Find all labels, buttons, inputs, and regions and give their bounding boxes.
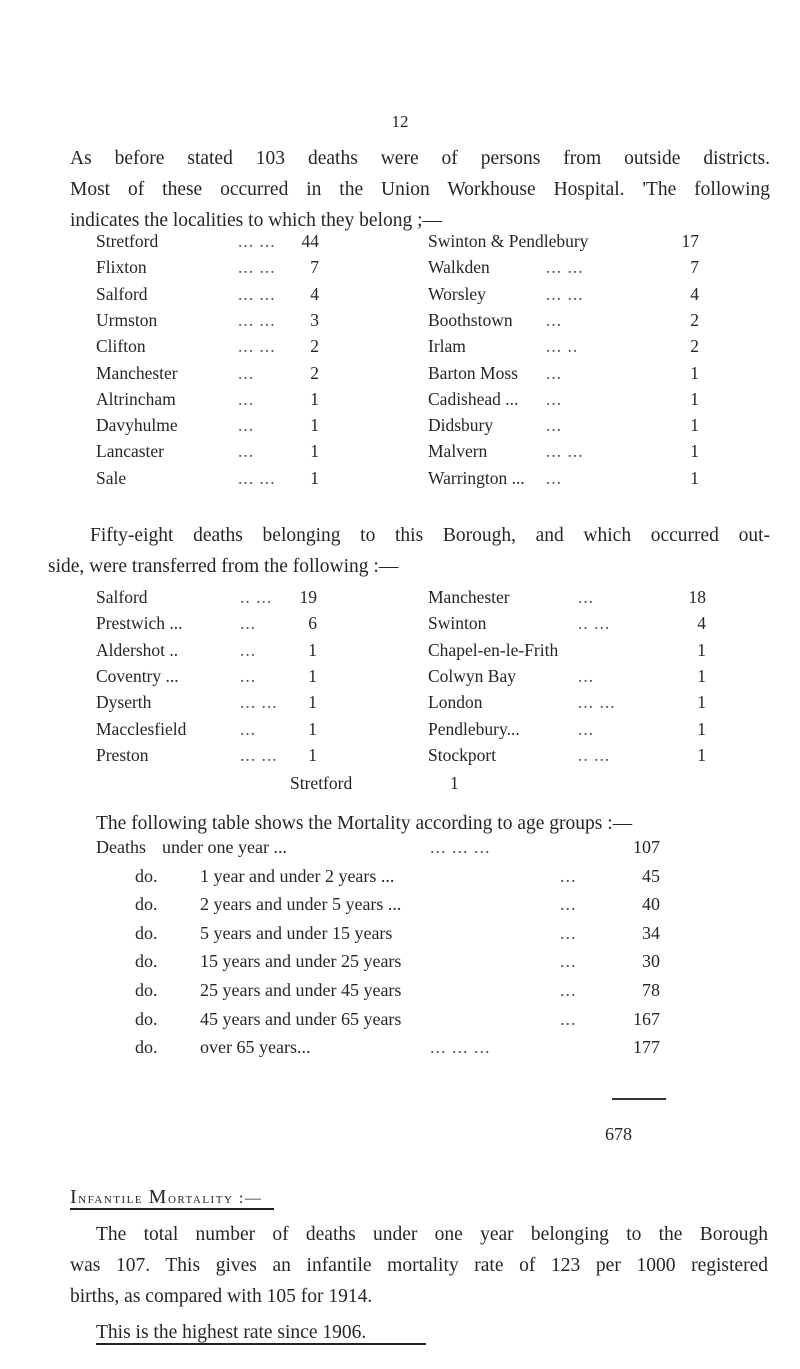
place-name: Lancaster	[96, 441, 165, 462]
place-name: Macclesfield	[96, 718, 187, 739]
place-name: Salford	[96, 587, 148, 607]
transfer-paragraph-cont	[48, 551, 748, 582]
place-name: Manchester	[428, 587, 510, 607]
place-name: Davyhulme	[96, 415, 178, 436]
place-name: Boothstown	[428, 309, 513, 330]
transfer-line: Fifty-eight deaths belonging to this Borough, and which occurred out-	[90, 525, 770, 546]
age-count: 30	[642, 951, 660, 972]
leader-dots: ... ...	[578, 692, 616, 713]
count-value: 7	[310, 257, 319, 278]
place-name: Salford	[96, 283, 148, 304]
place-name: Stretford	[96, 231, 159, 251]
leader-dots: ...	[546, 415, 563, 436]
age-count: 45	[642, 865, 660, 886]
place-name: London	[428, 692, 483, 713]
intro-line: Most of these occurred in the Union Workhouse Hospital. 'The following	[70, 179, 770, 200]
age-prefix: do.	[135, 980, 158, 1000]
count-value: 1	[690, 415, 699, 436]
place-name: Cadishead ...	[428, 388, 519, 409]
count-value: 1	[310, 415, 319, 436]
count-value: 1	[690, 467, 699, 488]
leader-dots: ... ...	[238, 231, 276, 251]
infantile-note-line: This is the highest rate since 1906.	[96, 1322, 367, 1343]
leader-dots: ...	[560, 894, 577, 915]
age-count: 107	[633, 837, 660, 857]
leader-dots: ... ...	[546, 283, 584, 304]
leader-dots: ...	[240, 639, 257, 660]
leader-dots: .. ...	[578, 744, 611, 765]
place-name: Irlam	[428, 336, 466, 357]
age-prefix: Deaths	[96, 837, 146, 857]
count-value: 2	[690, 309, 699, 330]
count-value: 1	[697, 665, 706, 686]
note-underline	[96, 1343, 426, 1345]
place-name: Walkden	[428, 257, 490, 278]
place-name: Stockport	[428, 744, 497, 765]
leader-dots: ... ...	[238, 467, 276, 488]
place-name: Didsbury	[428, 415, 494, 436]
count-value: 1	[690, 388, 699, 409]
age-prefix: do.	[135, 922, 158, 943]
heading-initial: M	[148, 1186, 168, 1208]
leader-dots: ...	[240, 665, 257, 686]
infantile-paragraph	[96, 1219, 768, 1250]
age-prefix: do.	[135, 865, 158, 886]
leader-dots: ...	[238, 388, 255, 409]
leader-dots: ...	[560, 980, 577, 1000]
place-name: Swinton	[428, 613, 487, 634]
count-value: 2	[690, 336, 699, 357]
age-label: 15 years and under 25 years	[200, 951, 402, 972]
count-value: 1	[690, 362, 699, 383]
place-name: Flixton	[96, 257, 147, 278]
leader-dots: ...	[240, 718, 257, 739]
leader-dots: ...	[560, 1008, 577, 1029]
place-name: Prestwich ...	[96, 613, 183, 634]
intro-paragraph	[70, 143, 770, 236]
leader-dots: .. ...	[240, 587, 273, 607]
page-number: 12	[391, 112, 409, 131]
leader-dots: ... ...	[546, 441, 584, 462]
place-name: Clifton	[96, 336, 146, 357]
count-value: 2	[310, 362, 319, 383]
extra-place: Stretford	[290, 773, 353, 793]
count-value: 7	[690, 257, 699, 278]
infantile-line: The total number of deaths under one year belonging to the Borough	[96, 1224, 768, 1245]
age-label: 5 years and under 15 years	[200, 922, 393, 943]
age-label: 1 year and under 2 years ...	[200, 865, 395, 886]
place-name: Barton Moss	[428, 362, 518, 383]
age-prefix: do.	[135, 951, 158, 972]
leader-dots: ... ...	[238, 257, 276, 278]
extra-count: 1	[450, 773, 459, 793]
place-name: Malvern	[428, 441, 488, 462]
leader-dots: ...	[578, 718, 595, 739]
infantile-mortality-heading	[70, 1186, 262, 1209]
count-value: 1	[310, 388, 319, 409]
count-value: 1	[308, 744, 317, 765]
place-name: Manchester	[96, 362, 178, 383]
leader-dots: ...	[546, 309, 563, 330]
place-name: Preston	[96, 744, 149, 765]
leader-dots: ... ...	[238, 283, 276, 304]
place-name: Chapel-en-le-Frith	[428, 639, 559, 660]
heading-suffix: :—	[238, 1190, 263, 1207]
leader-dots: ...	[578, 587, 595, 607]
count-value: 1	[697, 692, 706, 713]
count-value: 1	[308, 639, 317, 660]
intro-line: As before stated 103 deaths were of persons from outside districts.	[70, 148, 770, 169]
infantile-line: was 107. This gives an infantile mortality rate of 123 per 1000 registered	[70, 1255, 768, 1276]
leader-dots: ...	[546, 388, 563, 409]
intro-line: indicates the localities to which they belong ;—	[70, 210, 443, 231]
place-name: Warrington ...	[428, 467, 525, 488]
count-value: 4	[697, 613, 706, 634]
count-value: 6	[308, 613, 317, 634]
place-name: Pendlebury...	[428, 718, 520, 739]
leader-dots: ...	[240, 613, 257, 634]
age-count: 177	[633, 1037, 660, 1058]
leader-dots: ...	[546, 467, 563, 488]
count-value: 18	[688, 587, 706, 607]
leader-dots: ... ...	[240, 744, 278, 765]
age-count: 40	[642, 894, 660, 915]
count-value: 1	[690, 441, 699, 462]
age-intro-line: The following table shows the Mortality according to age groups :—	[96, 813, 633, 834]
age-count: 167	[633, 1008, 660, 1029]
leader-dots: ... ...	[240, 692, 278, 713]
place-name: Swinton & Pendlebury	[428, 231, 589, 251]
heading-initial: I	[70, 1186, 79, 1208]
age-prefix: do.	[135, 894, 158, 915]
count-value: 1	[308, 718, 317, 739]
count-value: 1	[310, 467, 319, 488]
leader-dots: ...	[238, 362, 255, 383]
leader-dots: ... ... ...	[430, 1037, 491, 1058]
heading-word: ortality	[167, 1190, 234, 1207]
age-total: 678	[605, 1124, 632, 1144]
count-value: 1	[308, 692, 317, 713]
count-value: 1	[697, 744, 706, 765]
heading-underline	[70, 1208, 274, 1210]
place-name: Urmston	[96, 309, 158, 330]
age-count: 34	[642, 922, 660, 943]
place-name: Colwyn Bay	[428, 665, 516, 686]
place-name: Worsley	[428, 283, 486, 304]
count-value: 1	[308, 665, 317, 686]
total-rule	[612, 1098, 666, 1100]
count-value: 44	[301, 231, 319, 251]
count-value: 1	[310, 441, 319, 462]
age-intro	[96, 808, 776, 839]
count-value: 19	[299, 587, 317, 607]
leader-dots: ...	[560, 951, 577, 972]
age-label: 2 years and under 5 years ...	[200, 894, 402, 915]
leader-dots: .. ...	[578, 613, 611, 634]
leader-dots: ...	[238, 415, 255, 436]
count-value: 4	[690, 283, 699, 304]
transfer-paragraph	[90, 520, 770, 551]
leader-dots: ... ...	[238, 309, 276, 330]
leader-dots: ...	[546, 362, 563, 383]
leader-dots: ...	[578, 665, 595, 686]
age-prefix: do.	[135, 1037, 158, 1058]
count-value: 3	[310, 309, 319, 330]
count-value: 2	[310, 336, 319, 357]
age-label: over 65 years...	[200, 1037, 311, 1058]
age-count: 78	[642, 980, 660, 1000]
age-label: 25 years and under 45 years	[200, 980, 402, 1000]
place-name: Coventry ...	[96, 665, 179, 686]
leader-dots: ...	[560, 865, 577, 886]
leader-dots: ...	[238, 441, 255, 462]
leader-dots: ... ..	[546, 336, 579, 357]
place-name: Sale	[96, 467, 127, 488]
heading-word: nfantile	[78, 1190, 144, 1207]
count-value: 4	[310, 283, 319, 304]
place-name: Altrincham	[96, 388, 176, 409]
leader-dots: ... ...	[546, 257, 584, 278]
count-value: 1	[697, 639, 706, 660]
transfer-line: side, were transferred from the following :—	[48, 556, 399, 577]
age-prefix: do.	[135, 1008, 158, 1029]
infantile-line: births, as compared with 105 for 1914.	[70, 1286, 373, 1307]
infantile-paragraph-cont	[70, 1250, 768, 1312]
leader-dots: ...	[560, 922, 577, 943]
age-label: 45 years and under 65 years	[200, 1008, 402, 1029]
place-name: Dyserth	[96, 692, 152, 713]
leader-dots: ... ...	[238, 336, 276, 357]
count-value: 17	[681, 231, 699, 251]
count-value: 1	[697, 718, 706, 739]
leader-dots: ... ... ...	[430, 837, 491, 857]
place-name: Aldershot ..	[96, 639, 179, 660]
age-label: under one year ...	[162, 837, 287, 857]
